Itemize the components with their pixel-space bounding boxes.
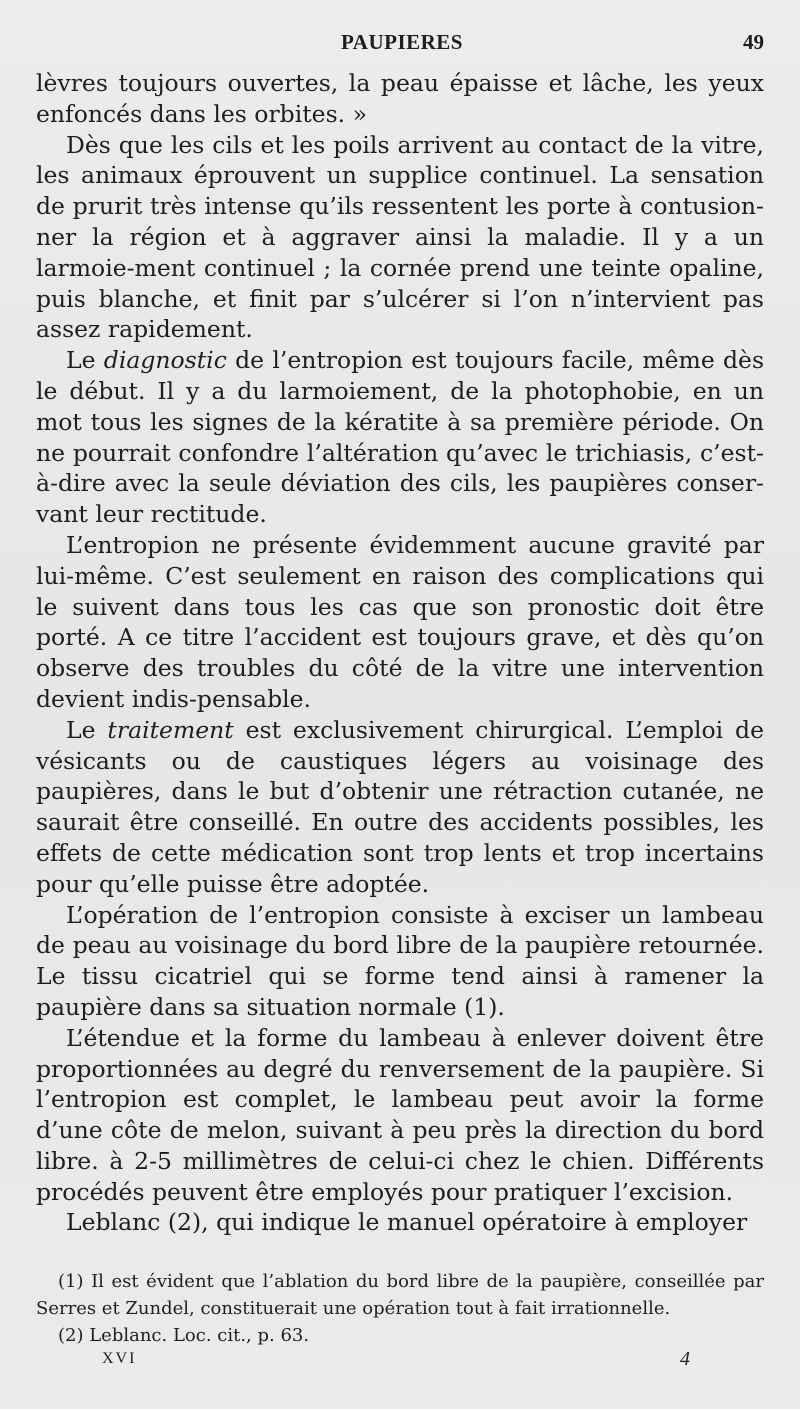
- signature-mark: XVI: [102, 1350, 137, 1367]
- diagnostic-text: de l’entropion est toujours facile, même dès le début. Il y a du larmoiement, de la photophobie, en un mot tous les signes de la kératite à sa première période. On ne pourrait confondre l’altération qu’avec le trichiasis, c’est-à-dire avec la seule déviation des cils, les paupières conser-vant leur rectitude.: [36, 346, 765, 529]
- traitement-text: est exclusivement chirurgical. L’emploi de vésicants ou de caustiques légers au voisinage des paupières, dans le but d’obtenir une rétraction cutanée, ne saurait être conseillé. En outre des accidents possibles, les effets de cette médication sont trop lents et trop incertains pour qu’elle puisse être adoptée.: [36, 715, 765, 898]
- diagnostic-term: diagnostic: [103, 346, 227, 375]
- footnote-2: (2) Leblanc. Loc. cit., p. 63.: [58, 1325, 310, 1346]
- page-header: [40, 30, 764, 60]
- page-number: 49: [743, 30, 764, 54]
- running-title: PAUPIERES: [341, 30, 463, 54]
- paragraph-leblanc: Leblanc (2), qui indique le manuel opératoire à employer: [66, 1208, 748, 1237]
- paragraph-diagnostic: [36, 345, 764, 530]
- paragraph-lambeau: L’étendue et la forme du lambeau à enlever doivent être proportionnées au degré du renversement de la paupière. Si l’entropion est complet, le lambeau peut avoir la forme d’une côte de melon, suivant à peu près la direction du bord libre. à 2-5 millimètres de celui-ci chez le chien. Différents procédés peuvent être employés pour pratiquer l’excision.: [36, 1023, 764, 1206]
- paragraph-continuation: lèvres toujours ouvertes, la peau épaisse et lâche, les yeux enfoncés dans les orbites. »: [36, 69, 764, 128]
- traitement-term: traitement: [107, 715, 234, 744]
- diagnostic-lead: Le: [66, 346, 104, 375]
- footnote-1: (1) Il est évident que l’ablation du bord libre de la paupière, conseillée par Serres et Zundel, constituerait une opération tout à fait irrationnelle.: [36, 1271, 764, 1319]
- paragraph-traitement: [36, 715, 764, 900]
- traitement-lead: Le: [66, 715, 108, 744]
- paragraph-symptoms: Dès que les cils et les poils arrivent au contact de la vitre, les animaux éprouvent un supplice continuel. La sensation de prurit très intense qu’ils ressentent les porte à contusion-ner la région et à aggraver ainsi la maladie. Il y a un larmoie-ment continuel ; la cornée prend une teinte opaline, puis blanche, et finit par s’ulcérer si l’on n’intervient pas assez rapidement.: [36, 130, 764, 344]
- body-text: [36, 68, 764, 1238]
- paragraph-pronostic: L’entropion ne présente évidemment aucune gravité par lui-même. C’est seulement en raison des complications qui le suivent dans tous les cas que son pronostic doit être porté. A ce titre l’accident est toujours grave, et dès qu’on observe des troubles du côté de la vitre une intervention devient indis-pensable.: [36, 530, 764, 713]
- footnotes: [36, 1268, 764, 1349]
- sheet-number: 4: [680, 1348, 690, 1370]
- paragraph-operation: L’opération de l’entropion consiste à exciser un lambeau de peau au voisinage du bord libre de la paupière retournée. Le tissu cicatriel qui se forme tend ainsi à ramener la paupière dans sa situation normale (1).: [36, 900, 764, 1021]
